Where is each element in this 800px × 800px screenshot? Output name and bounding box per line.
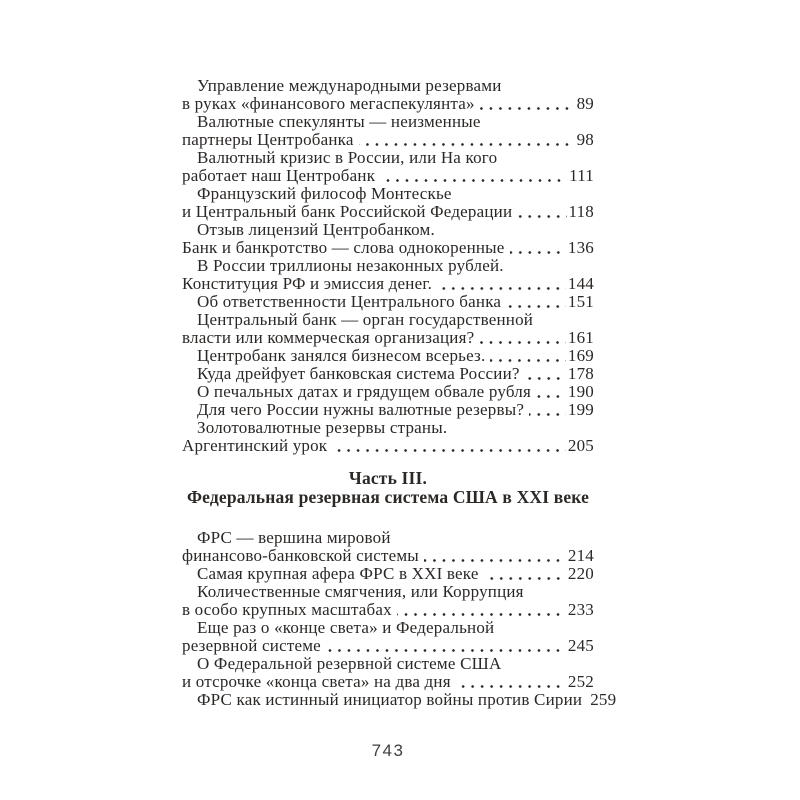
toc-page-number: 220 (567, 564, 594, 583)
toc-entry-text: Количественные смягчения, или Коррупция (197, 582, 524, 601)
toc-entry-text: Куда дрейфует банковская система России? (197, 364, 520, 383)
toc-entry-line (182, 257, 594, 275)
toc-entry-text: Центробанк занялся бизнесом всерьез. (197, 346, 486, 365)
dot-leader (354, 131, 577, 149)
toc-entry-line (182, 131, 594, 149)
toc-entry-line (182, 690, 617, 709)
toc-page-number: 89 (576, 94, 594, 113)
dot-leader (392, 601, 568, 619)
toc-page-number: 205 (567, 436, 594, 455)
toc-entry-text: Французский философ Монтескье (197, 184, 452, 203)
toc-entry-text: финансово-банковской системы (182, 546, 419, 565)
toc-entry-text: ФРС — вершина мировой (197, 528, 391, 547)
toc-entry-line (182, 203, 594, 221)
toc-entry-text: Отзыв лицензий Центробанком. (197, 220, 435, 239)
dot-leader (432, 275, 568, 293)
toc-entry-text: Аргентинский урок (182, 436, 328, 455)
dot-leader (479, 565, 568, 583)
toc-entry-text: Конституция РФ и эмиссия денег. (182, 274, 433, 293)
dot-leader (327, 437, 568, 455)
toc-entry-text: Банк и банкротство — слова однокоренные (182, 238, 505, 257)
toc-entry-line (182, 673, 594, 691)
toc-entry-line (182, 275, 594, 293)
part3-heading-title: Федеральная резервная система США в XXI веке (186, 487, 590, 507)
toc-page-number: 136 (567, 238, 594, 257)
toc-page-number: 214 (567, 546, 594, 565)
dot-leader (321, 637, 568, 655)
dot-leader (475, 95, 577, 113)
toc-entry-line (182, 401, 594, 419)
dot-leader (474, 329, 568, 347)
toc-entry-line (182, 637, 594, 655)
toc-entry-line (182, 77, 594, 95)
toc-page-number: 190 (567, 382, 594, 401)
dot-leader (520, 365, 568, 383)
toc-page-number: 161 (567, 328, 594, 347)
toc-entry-line (182, 655, 594, 673)
toc-page-number: 144 (567, 274, 594, 293)
toc-entry-text: Еще раз о «конце света» и Федеральной (197, 618, 495, 637)
dot-leader (501, 293, 568, 311)
toc-entry-line (182, 383, 594, 401)
dot-leader (419, 547, 568, 565)
toc-entry-line (182, 185, 594, 203)
dot-leader (485, 347, 567, 365)
toc-entry-text: Валютный кризис в России, или На кого (197, 148, 498, 167)
part3-heading-number: Часть III. (348, 468, 428, 488)
toc-entry-text: Об ответственности Центрального банка (197, 292, 502, 311)
toc-entry-line (182, 601, 594, 619)
toc-entry-line (182, 311, 594, 329)
toc-page-number: 259 (590, 690, 617, 709)
toc-entry-line (182, 293, 594, 311)
toc-entry-text: Для чего России нужны валютные резервы? (197, 400, 525, 419)
toc-page-number: 178 (567, 364, 594, 383)
dot-leader (582, 691, 590, 709)
page-number: 743 (371, 741, 405, 760)
toc-entry-line (182, 347, 594, 365)
toc-page-number: 151 (567, 292, 594, 311)
toc-entry-text: О печальных датах и грядущем обвале рубля (197, 382, 531, 401)
dot-leader (505, 239, 568, 257)
toc-entry-line (182, 221, 594, 239)
toc-entry-text: Валютные спекулянты — неизменные (197, 112, 481, 131)
toc-entry-line (182, 437, 594, 455)
toc-page-number: 199 (567, 400, 594, 419)
toc-entry-line (182, 583, 594, 601)
toc-entry-line (182, 619, 594, 637)
toc-entry-text: партнеры Центробанка (182, 130, 354, 149)
toc-entry-text: работает наш Центробанк (182, 166, 376, 185)
toc-entry-line (182, 365, 594, 383)
dot-leader (512, 203, 568, 221)
table-of-contents (182, 76, 617, 761)
toc-entry-line (182, 419, 594, 437)
toc-entry-line (182, 113, 594, 131)
dot-leader (531, 383, 568, 401)
toc-entry-text: В России триллионы незаконных рублей. (197, 256, 504, 275)
toc-entry-text: Самая крупная афера ФРС в XXI веке (197, 564, 479, 583)
dot-leader (524, 401, 568, 419)
part3-heading (182, 469, 594, 507)
toc-entry-text: Центральный банк — орган государственной (197, 310, 534, 329)
dot-leader (375, 167, 569, 185)
toc-entry-line (182, 547, 594, 565)
toc-entry-line (182, 167, 594, 185)
toc-entry-text: в особо крупных масштабах (182, 600, 392, 619)
toc-entry-text: Золотовалютные резервы страны. (197, 418, 448, 437)
toc-entry-line (182, 529, 594, 547)
toc-page-number: 169 (567, 346, 594, 365)
toc-page-number: 233 (567, 600, 594, 619)
toc-entry-text: и отсрочке «конца света» на два дня (182, 672, 451, 691)
toc-entry-line (182, 239, 594, 257)
toc-entry-text: ФРС как истинный инициатор войны против Сирии (197, 690, 583, 709)
toc-page-number: 118 (568, 202, 594, 221)
toc-entry-text: резервной системе (182, 636, 321, 655)
toc-page-number: 98 (576, 130, 594, 149)
toc-part3-entries (182, 528, 617, 709)
toc-entry-line (182, 329, 594, 347)
toc-entry-text: Управление международными резервами (197, 76, 502, 95)
toc-page-number: 245 (567, 636, 594, 655)
toc-entry-line (182, 149, 594, 167)
toc-entry-text: в руках «финансового мегаспекулянта» (182, 94, 475, 113)
toc-entry-line (182, 565, 594, 583)
dot-leader (451, 673, 568, 691)
toc-page-number: 111 (569, 166, 594, 185)
toc-page-number: 252 (567, 672, 594, 691)
toc-entry-text: О Федеральной резервной системе США (197, 654, 502, 673)
toc-entry-text: и Центральный банк Российской Федерации (182, 202, 513, 221)
toc-entry-line (182, 95, 594, 113)
toc-entry-text: власти или коммерческая организация? (182, 328, 475, 347)
toc-part2-entries (182, 77, 594, 455)
